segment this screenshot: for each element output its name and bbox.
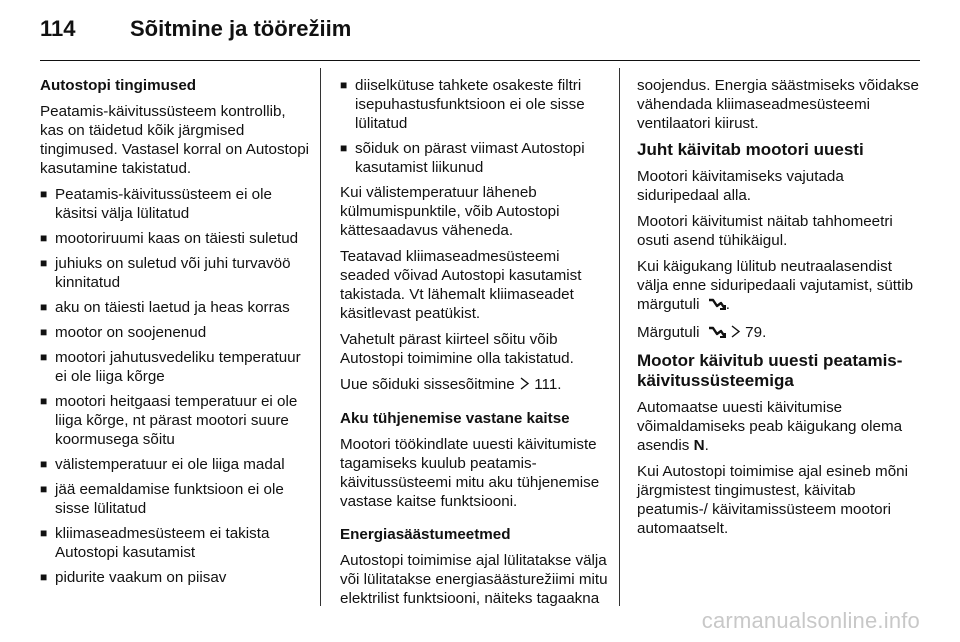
punctuation: .	[704, 437, 709, 454]
paragraph	[340, 375, 608, 395]
paragraph-text: Uue sõiduki sissesõitmine	[340, 376, 515, 393]
punctuation: .	[725, 296, 730, 313]
paragraph: soojendus. Energia säästmiseks võidakse vähendada kliimaseadmesüsteemi ventilaatori kiirust.	[637, 77, 919, 132]
column-divider	[619, 68, 620, 606]
list-item: ■ sõiduk on pärast viimast Autostopi kasutamist liikunud	[340, 139, 608, 177]
column-2	[340, 76, 608, 615]
section-heading-restart: Juht käivitab mootori uuesti	[637, 140, 864, 159]
paragraph	[637, 257, 927, 316]
page-title: Sõitmine ja töörežiim	[130, 16, 352, 41]
page-reference-link[interactable]: 79.	[745, 324, 767, 341]
paragraph: Kui Autostopi toimimise ajal esineb mõni järgmistest tingimustest, käivitab peatumis-/ käivitamissüsteem mootori automaatselt.	[637, 463, 908, 537]
page-header	[40, 16, 351, 50]
paragraph: Peatamis-käivitussüsteem kontrollib, kas on täidetud kõik järgmised tingimused. Vastasel korral on Autostopi kasutamine takistatud.	[40, 103, 310, 177]
paragraph: Kui välistemperatuur läheneb külmumispunktile, võib Autostopi kättesaadavus väheneda.	[340, 184, 560, 239]
reference-arrow-icon	[730, 324, 741, 343]
paragraph: Autostopi toimimise ajal lülitatakse välja või lülitatakse energiasäästurežiimi mitu elektrilist funktsiooni, näiteks tagaakna	[340, 552, 608, 607]
paragraph: Mootori töökindlate uuesti käivitumiste tagamiseks kuulub peatamis-käivitussüsteemi mitu aku tühjenemise vastase kaitse funktsiooni.	[340, 436, 600, 510]
list-item: ■ pidurite vaakum on piisav	[40, 568, 310, 587]
section-heading-auto-restart: Mootor käivitub uuesti peatamis-käivitussüsteemiga	[637, 351, 903, 390]
paragraph: Vahetult pärast kiirteel sõitu võib Autostopi toimimine olla takistatud.	[340, 331, 574, 367]
paragraph-text: Kui käigukang lülitub neutraalasendist välja enne siduripedaali vajutamist, süttib märgutuli	[637, 258, 914, 313]
list-item: ■ mootori heitgaasi temperatuur ei ole liiga kõrge, nt pärast mootori suure koormusega sõitu	[40, 392, 310, 449]
paragraph: Teatavad kliimaseadmesüsteemi seaded võivad Autostopi kasutamist takistada. Vt lähemalt kliimaseadet käsitlevast peatükist.	[340, 248, 582, 322]
section-heading-autostop-conditions: Autostopi tingimused	[40, 77, 197, 94]
paragraph	[637, 323, 927, 344]
paragraph: Mootori käivitamiseks vajutada siduripedaal alla.	[637, 168, 844, 204]
section-heading-battery: Aku tühjenemise vastane kaitse	[340, 410, 570, 427]
list-item: ■ Peatamis-käivitussüsteem ei ole käsitsi välja lülitatud	[40, 185, 310, 223]
paragraph-text: Automaatse uuesti käivitumise võimaldamiseks peab käigukang olema asendis	[637, 399, 903, 454]
autostop-indicator-icon	[708, 297, 726, 316]
list-item: ■ mootor on soojenenud	[40, 323, 310, 342]
list-item: ■ välistemperatuur ei ole liiga madal	[40, 455, 310, 474]
list-item: ■ mootori jahutusvedeliku temperatuur ei ole liiga kõrge	[40, 348, 310, 386]
list-item: ■ kliimaseadmesüsteem ei takista Autostopi kasutamist	[40, 524, 310, 562]
list-item: ■ mootoriruumi kaas on täiesti suletud	[40, 229, 310, 248]
column-1	[40, 76, 310, 593]
list-item: ■ juhiuks on suletud või juhi turvavöö kinnitatud	[40, 254, 310, 292]
autostop-indicator-icon	[708, 325, 726, 344]
gear-position-label: N	[693, 437, 705, 454]
page-reference-link[interactable]: 111.	[534, 376, 562, 393]
list-item: ■ aku on täiesti laetud ja heas korras	[40, 298, 310, 317]
reference-arrow-icon	[519, 376, 530, 395]
conditions-list	[40, 185, 310, 587]
section-heading-energy: Energiasäästumeetmed	[340, 526, 511, 543]
paragraph-text: Märgutuli	[637, 324, 700, 341]
column-3	[637, 76, 927, 545]
list-item: ■ jää eemaldamise funktsioon ei ole sisse lülitatud	[40, 480, 310, 518]
header-divider	[40, 60, 920, 61]
list-item: ■ diiselkütuse tahkete osakeste filtri isepuhastusfunktsioon ei ole sisse lülitatud	[340, 76, 608, 133]
watermark: carmanualsonline.info	[701, 608, 920, 633]
column-divider	[320, 68, 321, 606]
page-number: 114	[40, 16, 76, 41]
conditions-list-continued	[340, 76, 608, 177]
paragraph: Mootori käivitumist näitab tahhomeetri osuti asend tühikäigul.	[637, 213, 893, 249]
paragraph	[637, 398, 927, 455]
